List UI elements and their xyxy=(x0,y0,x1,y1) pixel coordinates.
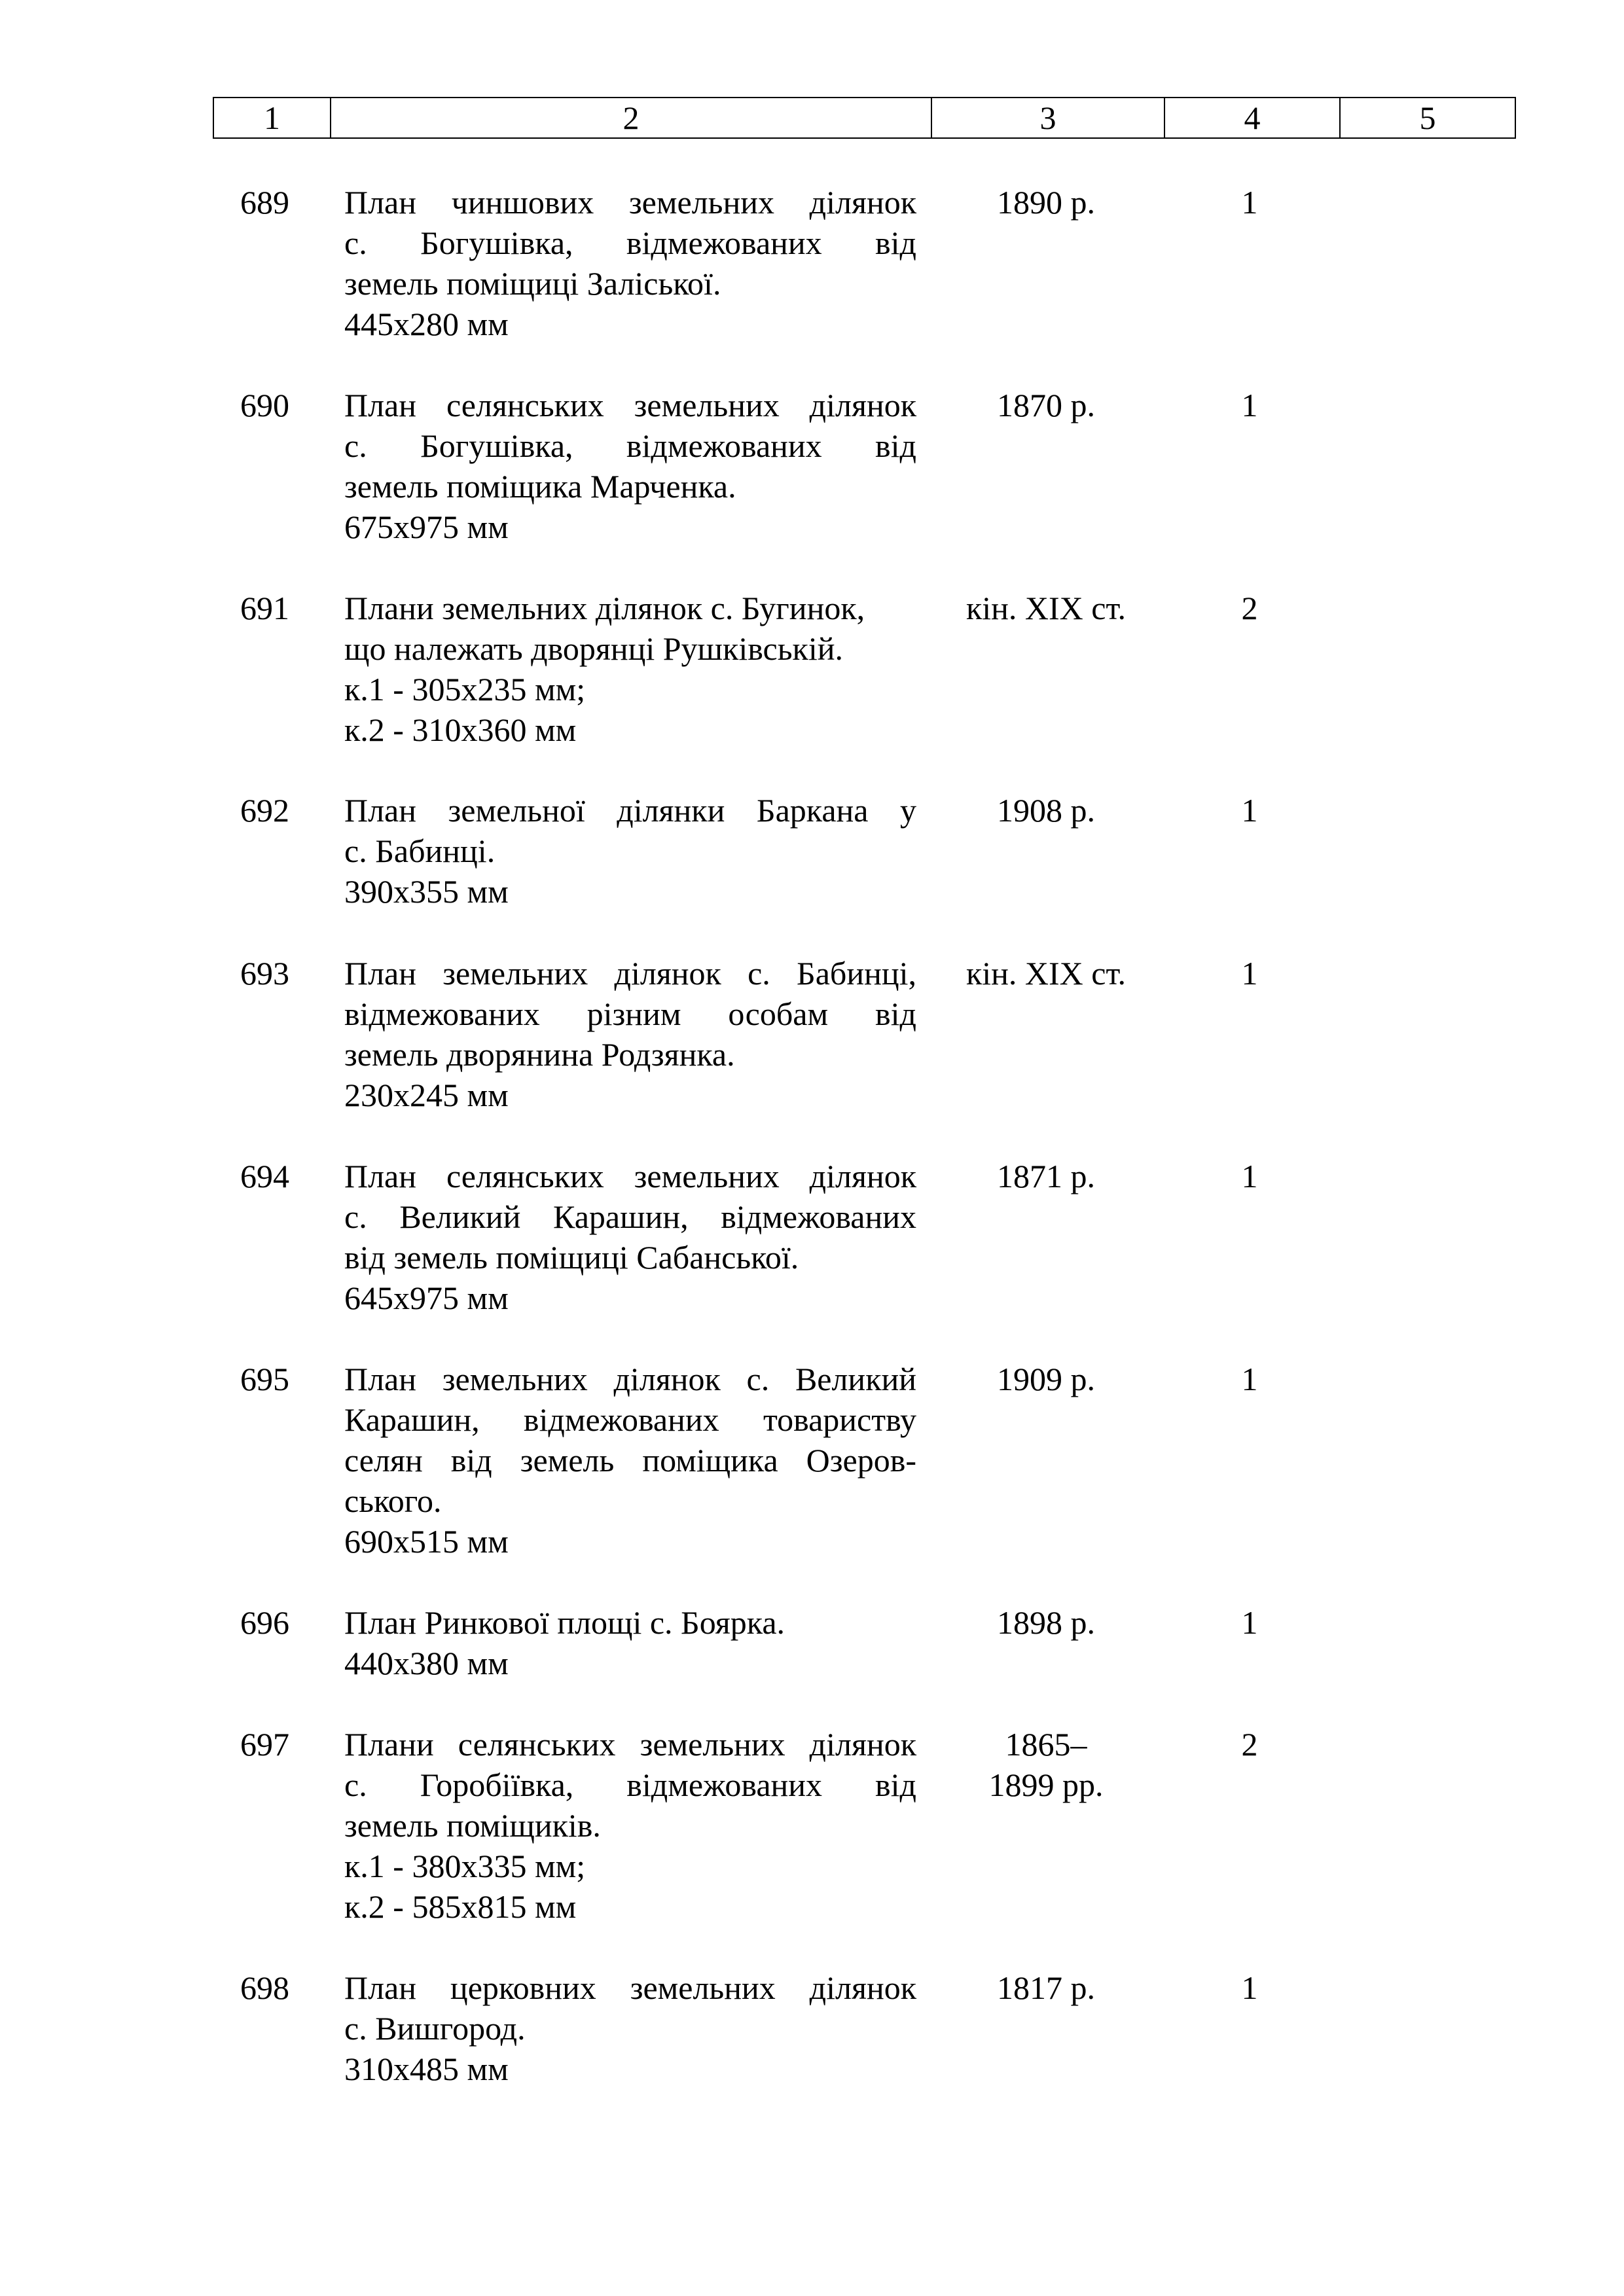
date-line: кін. ХІХ ст. xyxy=(965,590,1127,626)
date-line: 1865– xyxy=(1005,1726,1087,1763)
description-line: План земельної ділянки Баркана у xyxy=(344,792,916,829)
description-line: План земельних ділянок с. Великий xyxy=(344,1361,916,1397)
entry-count: 2 xyxy=(1241,1726,1258,1763)
header-col-3: 3 xyxy=(931,98,1164,138)
entry-description xyxy=(344,1724,916,1927)
description-line: с. Вишгород. xyxy=(344,2010,526,2047)
entry-date xyxy=(928,1359,1164,1399)
entry-count: 1 xyxy=(1241,387,1258,423)
date-line: 1908 р. xyxy=(997,792,1095,829)
entry-date xyxy=(928,1724,1164,1805)
entry-description xyxy=(344,182,916,344)
description-line: 645х975 мм xyxy=(344,1280,509,1316)
entry-count: 1 xyxy=(1241,955,1258,992)
entry-description xyxy=(344,385,916,547)
entry-date xyxy=(928,182,1164,223)
description-line: від земель поміщиці Сабанської. xyxy=(344,1239,799,1276)
description-line: Плани земельних ділянок с. Бугинок, xyxy=(344,590,865,626)
description-line: ського. xyxy=(344,1482,442,1519)
entry-date xyxy=(928,1156,1164,1196)
header-col-2: 2 xyxy=(331,98,931,138)
entry-number: 694 xyxy=(240,1158,289,1194)
header-col-4: 4 xyxy=(1164,98,1340,138)
entry-description xyxy=(344,1967,916,2089)
entry-date xyxy=(928,1967,1164,2008)
entry-description xyxy=(344,1156,916,1318)
description-line: План Ринкової площі с. Боярка. xyxy=(344,1604,785,1641)
entry-description xyxy=(344,1359,916,1562)
header-col-1: 1 xyxy=(213,98,331,138)
entry-number: 697 xyxy=(240,1726,289,1763)
description-line: земель поміщиків. xyxy=(344,1807,601,1844)
description-line: земель поміщика Марченка. xyxy=(344,468,736,505)
header-row xyxy=(213,98,1515,138)
description-line: відмежованих різним особам від xyxy=(344,996,916,1032)
entry-number: 690 xyxy=(240,387,289,423)
entry-count: 1 xyxy=(1241,1604,1258,1641)
description-line: 390х355 мм xyxy=(344,873,509,910)
description-line: с. Богушівка, відмежованих від xyxy=(344,224,916,261)
description-line: селян від земель поміщика Озеров- xyxy=(344,1442,916,1479)
description-line: План селянських земельних ділянок xyxy=(344,1158,916,1194)
entry-description xyxy=(344,790,916,912)
entry-count: 1 xyxy=(1241,1158,1258,1194)
description-line: План земельних ділянок с. Бабинці, xyxy=(344,955,916,992)
description-line: 440х380 мм xyxy=(344,1645,509,1681)
description-line: с. Бабинці. xyxy=(344,833,496,869)
description-line: Плани селянських земельних ділянок xyxy=(344,1726,916,1763)
entry-description xyxy=(344,1602,916,1683)
description-line: к.1 - 305х235 мм; xyxy=(344,671,586,708)
entry-count: 1 xyxy=(1241,1969,1258,2006)
date-line: 1870 р. xyxy=(997,387,1095,423)
entry-date xyxy=(928,1602,1164,1643)
description-line: к.2 - 310х360 мм xyxy=(344,711,577,748)
entry-number: 691 xyxy=(240,590,289,626)
entry-number: 693 xyxy=(240,955,289,992)
description-line: к.1 - 380х335 мм; xyxy=(344,1848,586,1884)
description-line: 230х245 мм xyxy=(344,1077,509,1113)
date-line: 1898 р. xyxy=(997,1604,1095,1641)
description-line: с. Великий Карашин, відмежованих xyxy=(344,1198,916,1235)
description-line: План чиншових земельних ділянок xyxy=(344,184,916,221)
entry-count: 2 xyxy=(1241,590,1258,626)
date-line: 1871 р. xyxy=(997,1158,1095,1194)
entry-description xyxy=(344,953,916,1115)
entry-number: 689 xyxy=(240,184,289,221)
description-line: План церковних земельних ділянок xyxy=(344,1969,916,2006)
date-line: кін. ХІХ ст. xyxy=(965,955,1127,992)
description-line: с. Горобіївка, відмежованих від xyxy=(344,1767,916,1803)
description-line: к.2 - 585х815 мм xyxy=(344,1888,577,1925)
date-line: 1909 р. xyxy=(997,1361,1095,1397)
entry-date xyxy=(928,953,1164,994)
description-line: 690х515 мм xyxy=(344,1523,509,1560)
description-line: 310х485 мм xyxy=(344,2051,509,2087)
entry-date xyxy=(928,790,1164,831)
description-line: 445х280 мм xyxy=(344,306,509,342)
entry-date xyxy=(928,385,1164,425)
date-line: 1890 р. xyxy=(997,184,1095,221)
column-number-header xyxy=(213,97,1516,139)
description-line: що належать дворянці Рушківській. xyxy=(344,630,843,667)
entry-number: 692 xyxy=(240,792,289,829)
description-line: земель поміщиці Заліської. xyxy=(344,265,721,302)
date-line: 1899 рр. xyxy=(988,1767,1104,1803)
date-line: 1817 р. xyxy=(997,1969,1095,2006)
header-col-5: 5 xyxy=(1340,98,1515,138)
entry-count: 1 xyxy=(1241,792,1258,829)
entry-description xyxy=(344,588,916,750)
entry-count: 1 xyxy=(1241,1361,1258,1397)
entry-number: 698 xyxy=(240,1969,289,2006)
description-line: с. Богушівка, відмежованих від xyxy=(344,427,916,464)
description-line: 675х975 мм xyxy=(344,509,509,545)
entry-date xyxy=(928,588,1164,628)
description-line: План селянських земельних ділянок xyxy=(344,387,916,423)
description-line: Карашин, відмежованих товариству xyxy=(344,1401,916,1438)
description-line: земель дворянина Родзянка. xyxy=(344,1036,735,1073)
entry-count: 1 xyxy=(1241,184,1258,221)
entry-number: 695 xyxy=(240,1361,289,1397)
entry-number: 696 xyxy=(240,1604,289,1641)
